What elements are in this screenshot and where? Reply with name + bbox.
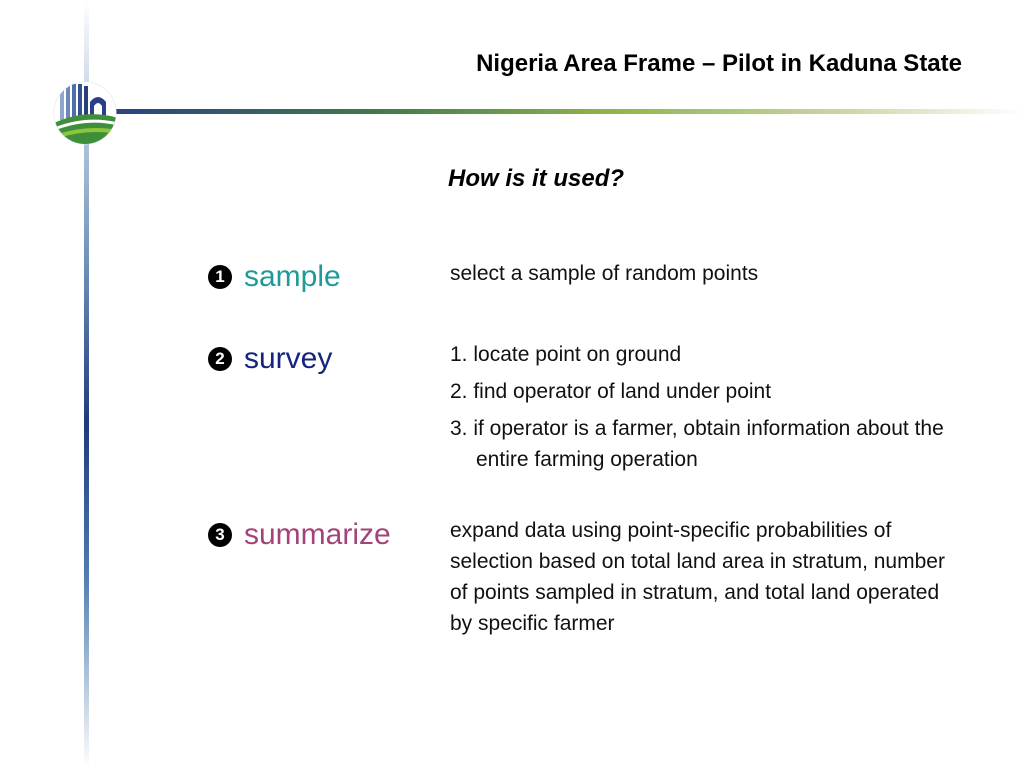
step-number-badge: 2 [208, 347, 232, 371]
step-summarize-description: expand data using point-specific probabilities of selection based on total land area in stratum, number of points sampled in stratum, and total land operated by specific farmer [450, 519, 945, 635]
step-summarize [208, 518, 391, 552]
step-label: summarize [244, 518, 391, 551]
step-survey [208, 342, 332, 376]
step-number-badge: 1 [208, 265, 232, 289]
page-title: Nigeria Area Frame – Pilot in Kaduna State [476, 50, 962, 77]
step-number-badge: 3 [208, 523, 232, 547]
header-horizontal-rule [100, 109, 1024, 114]
survey-instruction-line: 2. find operator of land under point [450, 380, 772, 403]
step-survey-description [450, 339, 960, 481]
section-subtitle: How is it used? [448, 165, 625, 192]
survey-instruction-line: 1. locate point on ground [450, 343, 682, 366]
step-sample [208, 260, 341, 294]
organization-logo-icon [52, 80, 118, 146]
survey-instruction-line: 3. if operator is a farmer, obtain information about the entire farming operation [450, 417, 944, 471]
step-label: survey [244, 342, 333, 375]
step-sample-description: select a sample of random points [450, 262, 759, 285]
step-label: sample [244, 260, 341, 293]
